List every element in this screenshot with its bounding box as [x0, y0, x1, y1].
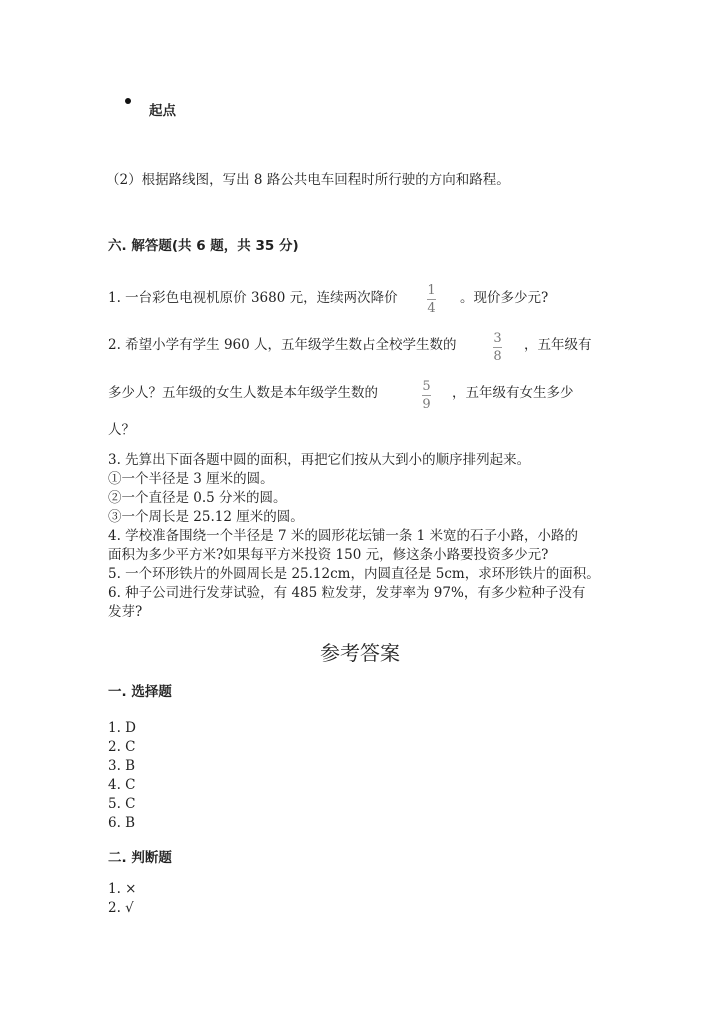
q1-text-after: 。现价多少元? — [460, 290, 549, 306]
question-line: 6. 种子公司进行发芽试验，有 485 粒发芽，发芽率为 97%，有多少粒种子没有 — [108, 585, 586, 601]
start-point-dot — [125, 98, 131, 104]
fraction-numerator: 3 — [493, 331, 502, 346]
fraction-denominator: 8 — [493, 349, 502, 364]
q2-line2-after: ，五年级有女生多少 — [452, 385, 574, 401]
answer-item: 2. C — [108, 739, 136, 755]
answer-item: 1. D — [108, 720, 136, 736]
q2-fraction-1 — [493, 331, 502, 364]
question-line: 5. 一个环形铁片的外圆周长是 25.12cm，内圆直径是 5cm，求环形铁片的面积。 — [108, 566, 600, 582]
answer-item: 5. C — [108, 796, 136, 812]
q2-line1-after: ，五年级有 — [524, 337, 592, 353]
q2-line1-before: 2. 希望小学有学生 960 人，五年级学生数占全校学生数的 — [108, 337, 457, 353]
q1-text-before: 1. 一台彩色电视机原价 3680 元，连续两次降价 — [108, 290, 398, 306]
question-line: 4. 学校准备围绕一个半径是 7 米的圆形花坛铺一条 1 米宽的石子小路，小路的 — [108, 528, 579, 544]
fraction-numerator: 1 — [427, 283, 436, 298]
start-label: 起点 — [149, 103, 176, 119]
question-line: ③一个周长是 25.12 厘米的圆。 — [108, 509, 304, 525]
answer-item: 4. C — [108, 777, 136, 793]
answer-item: 2. √ — [108, 900, 134, 916]
q1-fraction — [427, 283, 436, 316]
part2-question: （2）根据路线图，写出 8 路公共电车回程时所行驶的方向和路程。 — [106, 172, 510, 188]
question-line: ②一个直径是 0.5 分米的圆。 — [108, 490, 287, 506]
question-line: 面积为多少平方米?如果每平方米投资 150 元，修这条小路要投资多少元? — [108, 547, 549, 563]
fraction-numerator: 5 — [422, 379, 431, 394]
q2-fraction-2 — [422, 379, 431, 412]
fraction-denominator: 9 — [422, 397, 431, 412]
answer-item: 3. B — [108, 758, 136, 774]
answers-title: 参考答案 — [320, 641, 400, 665]
q2-line2-before: 多少人？五年级的女生人数是本年级学生数的 — [108, 385, 378, 401]
question-line: 发芽? — [108, 604, 143, 620]
q2-line3: 人？ — [108, 422, 135, 438]
judge-heading: 二. 判断题 — [108, 850, 172, 866]
question-line: 3. 先算出下面各题中圆的面积，再把它们按从大到小的顺序排列起来。 — [108, 452, 531, 468]
fraction-denominator: 4 — [427, 301, 436, 316]
answer-item: 6. B — [108, 815, 136, 831]
question-line: ①一个半径是 3 厘米的圆。 — [108, 471, 274, 487]
section6-heading: 六. 解答题(共 6 题，共 35 分) — [108, 238, 299, 254]
answer-item: 1. × — [108, 881, 137, 897]
choice-heading: 一. 选择题 — [108, 684, 172, 700]
